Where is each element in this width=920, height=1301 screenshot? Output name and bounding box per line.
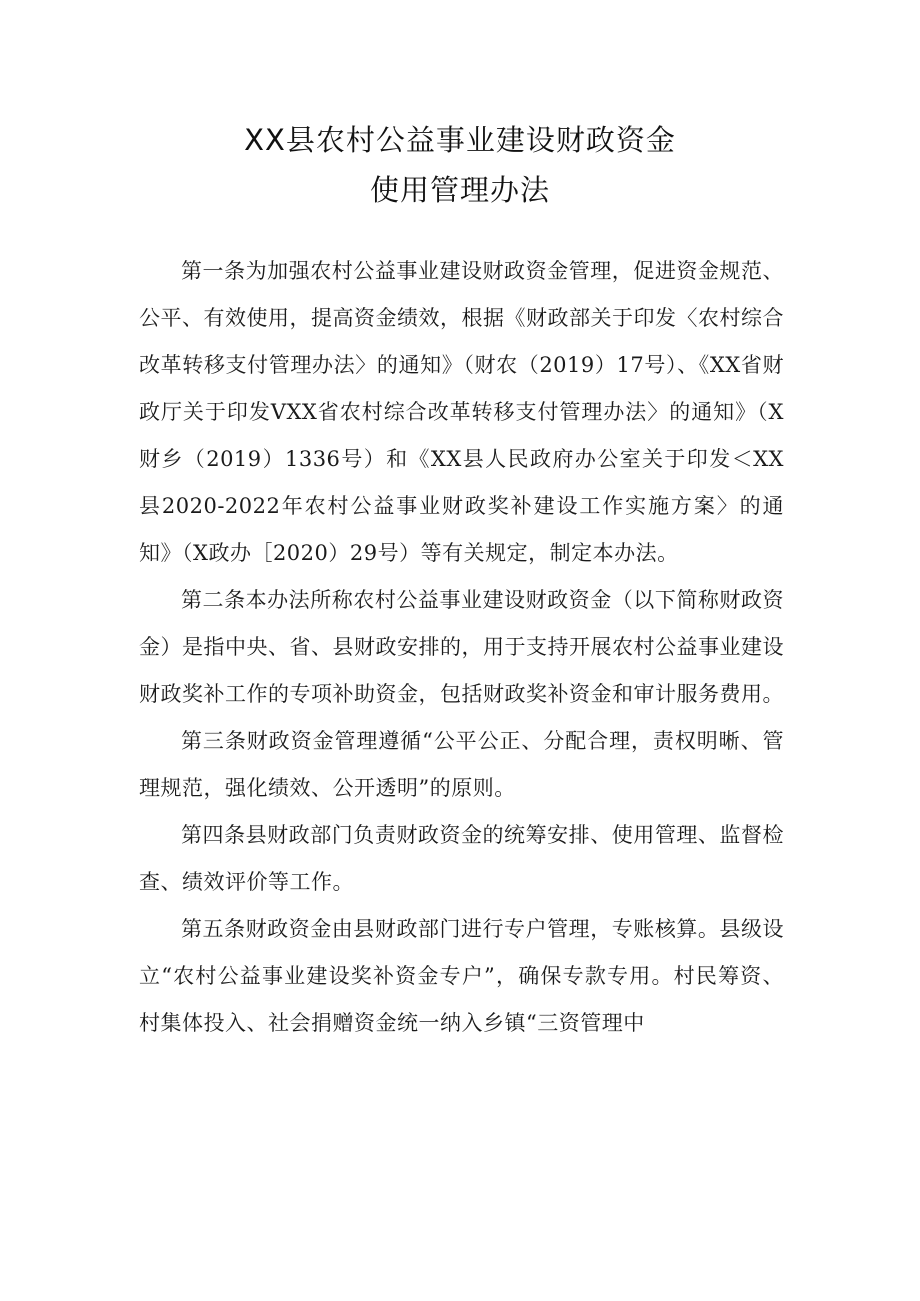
document-body [139,248,784,1047]
article-2-paragraph: 第二条本办法所称农村公益事业建设财政资金（以下简称财政资金）是指中央、省、县财政安排的，用于支持开展农村公益事业建设财政奖补工作的专项补助资金，包括财政奖补资金和审计服务费用。 [139,588,784,706]
article-1-paragraph: 第一条为加强农村公益事业建设财政资金管理，促进资金规范、公平、有效使用，提高资金绩效，根据《财政部关于印发〈农村综合改革转移支付管理办法〉的通知》（财农（2019）17号）、《XX省财政厅关于印发VXX省农村综合改革转移支付管理办法〉的通知》（X财乡（2019）1336号）和《XX县人民政府办公室关于印发＜XX县2020-2022年农村公益事业财政奖补建设工作实施方案〉的通知》（X政办［2020）29号）等有关规定，制定本办法。 [139,259,784,565]
document-title-line-2: 使用管理办法 [369,173,550,207]
article-3-paragraph: 第三条财政资金管理遵循“公平公正、分配合理，责权明晰、管理规范，强化绩效、公开透明”的原则。 [139,729,784,800]
article-5-paragraph: 第五条财政资金由县财政部门进行专户管理，专账核算。县级设立“农村公益事业建设奖补资金专户”，确保专款专用。村民筹资、村集体投入、社会捐赠资金统一纳入乡镇“三资管理中 [139,917,784,1035]
document-title-line-1: XX县农村公益事业建设财政资金 [244,123,676,157]
article-4-paragraph: 第四条县财政部门负责财政资金的统筹安排、使用管理、监督检查、绩效评价等工作。 [139,823,784,894]
